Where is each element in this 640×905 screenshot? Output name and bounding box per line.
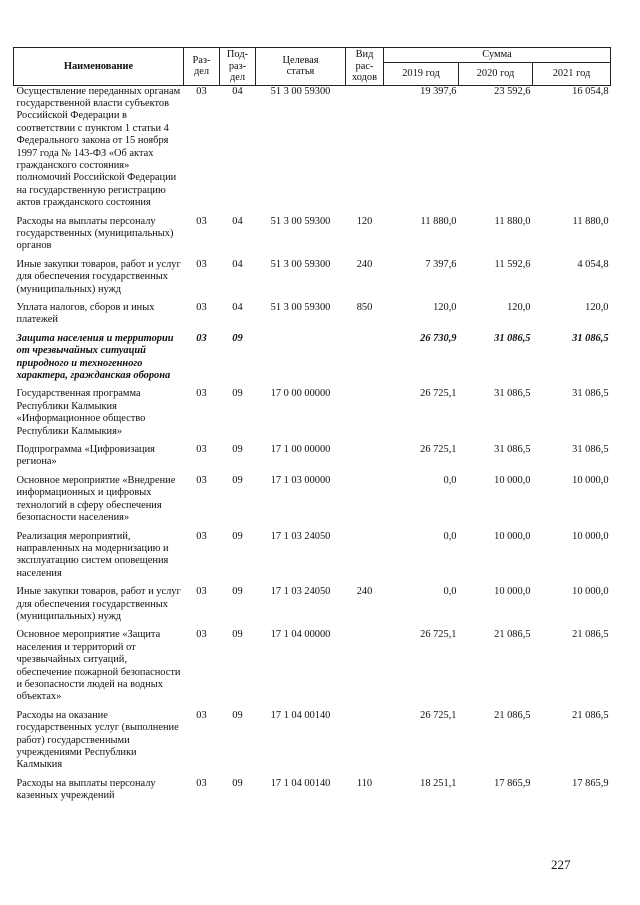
row-razdel: 03 [196,629,207,641]
row-amount-2020: 31 086,5 [494,388,531,400]
header-razdel [184,48,220,86]
header-year-2020: 2020 год [459,62,533,85]
row-podrazdel: 09 [232,777,243,789]
row-razdel: 03 [196,777,207,789]
table-row [14,302,611,333]
table-body [14,85,611,809]
row-amount-2021: 16 054,8 [572,85,609,97]
table-row [14,710,611,778]
header-celevaya-text: Целевая статья [282,54,319,78]
row-amount-2020: 21 086,5 [494,629,531,641]
row-razdel: 03 [196,85,207,97]
page-number: 227 [551,857,571,872]
row-amount-2019: 26 725,1 [420,388,457,400]
row-vid [346,710,384,778]
row-amount-2021: 11 880,0 [572,215,609,227]
row-podrazdel: 04 [232,85,243,97]
row-vid [346,85,384,216]
row-podrazdel: 09 [232,709,243,721]
row-podrazdel: 09 [232,444,243,456]
header-podrazdel-text: Под- раз- дел [226,49,249,83]
row-celevaya: 17 1 04 00000 [270,629,331,641]
row-razdel: 03 [196,474,207,486]
row-podrazdel: 09 [232,629,243,641]
header-podrazdel [220,48,256,86]
row-vid [346,444,384,475]
row-amount-2019: 26 725,1 [420,709,457,721]
row-amount-2019: 7 397,6 [425,258,457,270]
row-podrazdel: 09 [232,530,243,542]
table-row [14,333,611,389]
row-name: Иные закупки товаров, работ и услуг для обеспечения государственных (муниципальных) нужд [16,586,181,622]
row-name: Государственная программа Республики Калмыкия «Информационное общество Республики Калмыкия» [16,388,146,437]
row-amount-2021: 10 000,0 [572,586,609,598]
row-celevaya: 17 1 03 00000 [270,474,331,486]
row-podrazdel: 09 [232,474,243,486]
table-row [14,216,611,259]
row-celevaya: 17 1 03 24050 [270,530,331,542]
row-amount-2019: 0,0 [443,530,457,542]
row-vid: 850 [356,302,373,313]
row-podrazdel: 04 [232,215,243,227]
row-vid: 240 [356,586,373,598]
row-name: Осуществление переданных органам государственной власти субъектов Российской Федерации в соответствии с пунктом 1 статьи 4 Федерального закона от 15 ноября 1997 года № 143-ФЗ «Об актах гражданского состояния» полномочий Российской Федерации на государственную регистрацию актов гражданского состояния [16,85,181,209]
header-celevaya [256,48,346,86]
row-amount-2020: 11 592,6 [494,258,531,270]
row-name: Расходы на выплаты персоналу казенных учреждений [16,777,156,802]
row-name: Защита населения и территории от чрезвычайных ситуаций природного и техногенного характера, гражданская оборона [16,332,174,382]
row-amount-2019: 0,0 [443,586,457,598]
row-amount-2021: 31 086,5 [572,444,609,456]
row-amount-2021: 4 054,8 [577,258,609,270]
row-amount-2019: 120,0 [433,302,457,313]
row-name: Расходы на оказание государственных услуг (выполнение работ) государственными учреждениями Республики Калмыкия [16,709,179,771]
row-celevaya: 17 1 04 00140 [270,709,331,721]
row-vid [346,388,384,444]
row-razdel: 03 [196,388,207,400]
header-year-2019: 2019 год [384,62,459,85]
row-amount-2020: 11 880,0 [494,215,531,227]
row-amount-2020: 21 086,5 [494,709,531,721]
row-vid [346,475,384,531]
row-razdel: 03 [196,332,207,344]
table-row [14,259,611,302]
row-razdel: 03 [196,215,207,227]
header-year-2021: 2021 год [533,62,611,85]
row-razdel: 03 [196,258,207,270]
row-name: Иные закупки товаров, работ и услуг для обеспечения государственных (муниципальных) нужд [16,258,181,295]
table-row [14,388,611,444]
row-name: Реализация мероприятий, направленных на модернизацию и эксплуатацию систем оповещения населения [16,530,169,579]
header-razdel-text: Раз- дел [192,54,211,78]
row-amount-2020: 10 000,0 [494,586,531,598]
row-amount-2021: 10 000,0 [572,530,609,542]
row-amount-2020: 31 086,5 [494,332,531,344]
row-celevaya [256,333,346,389]
row-vid [346,531,384,587]
row-amount-2020: 120,0 [507,302,531,313]
row-amount-2021: 31 086,5 [572,332,609,344]
table-row [14,778,611,809]
table-row [14,531,611,587]
row-amount-2020: 10 000,0 [494,530,531,542]
row-podrazdel: 09 [232,332,243,344]
row-podrazdel: 04 [232,258,243,270]
row-amount-2021: 21 086,5 [572,629,609,641]
row-celevaya: 17 1 03 24050 [270,586,331,598]
row-name: Основное мероприятие «Защита населения и территорий от чрезвычайных ситуаций, обеспечение пожарной безопасности и безопасности людей на водных объектах» [16,629,181,703]
row-razdel: 03 [196,709,207,721]
row-amount-2021: 21 086,5 [572,709,609,721]
row-vid: 240 [356,258,373,270]
row-amount-2019: 26 730,9 [420,332,457,344]
row-podrazdel: 09 [232,388,243,400]
row-amount-2019: 26 725,1 [420,444,457,456]
row-vid [346,629,384,709]
row-amount-2021: 120,0 [585,302,609,313]
row-celevaya: 51 3 00 59300 [270,85,331,97]
row-celevaya: 17 1 04 00140 [270,777,331,789]
row-celevaya: 51 3 00 59300 [270,302,331,313]
row-amount-2020: 10 000,0 [494,474,531,486]
row-amount-2019: 0,0 [443,474,457,486]
row-razdel: 03 [196,530,207,542]
table-row [14,475,611,531]
row-amount-2020: 17 865,9 [494,777,531,789]
row-vid: 120 [356,215,373,227]
table-header [14,48,611,86]
row-name: Основное мероприятие «Внедрение информационных и цифровых технологий в сферу обеспечения безопасности населения» [16,474,176,524]
row-celevaya: 51 3 00 59300 [270,258,331,270]
row-celevaya: 17 1 00 00000 [270,444,331,456]
row-podrazdel: 04 [232,302,243,313]
row-razdel: 03 [196,302,207,313]
row-amount-2019: 19 397,6 [420,85,457,97]
table-row [14,586,611,629]
row-name: Уплата налогов, сборов и иных платежей [16,302,155,326]
row-amount-2019: 26 725,1 [420,629,457,641]
row-amount-2019: 11 880,0 [420,215,457,227]
budget-table [13,47,611,809]
table-row [14,85,611,216]
row-vid [346,333,384,389]
row-celevaya: 51 3 00 59300 [270,215,331,227]
row-name: Расходы на выплаты персоналу государственных (муниципальных) органов [16,215,174,252]
table-row [14,629,611,709]
header-vid [346,48,384,86]
row-celevaya: 17 0 00 00000 [270,388,331,400]
row-podrazdel: 09 [232,586,243,598]
row-amount-2021: 17 865,9 [572,777,609,789]
row-razdel: 03 [196,586,207,598]
header-name: Наименование [14,48,184,86]
row-amount-2021: 10 000,0 [572,474,609,486]
table-row [14,444,611,475]
header-summa: Сумма [384,48,611,63]
row-vid: 110 [356,777,373,789]
row-amount-2020: 31 086,5 [494,444,531,456]
row-name: Подпрограмма «Цифровизация региона» [16,444,155,468]
row-razdel: 03 [196,444,207,456]
header-vid-text: Вид рас- ходов [351,49,378,83]
row-amount-2020: 23 592,6 [494,85,531,97]
row-amount-2021: 31 086,5 [572,388,609,400]
row-amount-2019: 18 251,1 [420,777,457,789]
